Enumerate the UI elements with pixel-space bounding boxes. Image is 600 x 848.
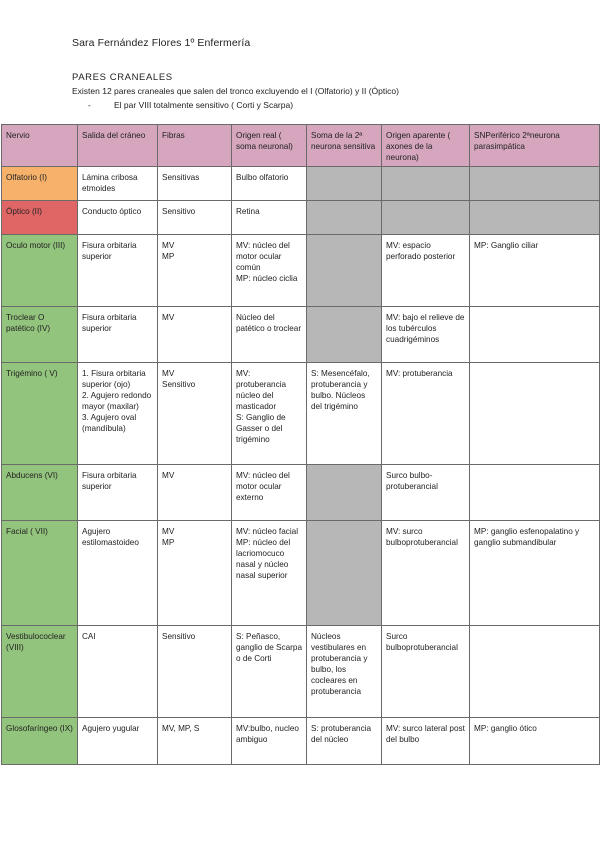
empty-cell (382, 201, 470, 235)
column-header: Nervio (2, 125, 78, 167)
table-cell: Retina (232, 201, 307, 235)
table-cell: MV: surco bulboprotuberancial (382, 521, 470, 626)
empty-cell (307, 465, 382, 521)
table-cell: Fisura orbitaria superior (78, 465, 158, 521)
table-cell: MV Sensitivo (158, 363, 232, 465)
nerve-name-cell: Trigémino ( V) (2, 363, 78, 465)
empty-cell (307, 307, 382, 363)
column-header: Soma de la 2ª neurona sensitiva (307, 125, 382, 167)
column-header: Origen aparente ( axones de la neurona) (382, 125, 470, 167)
column-header: Fibras (158, 125, 232, 167)
table-cell: Núcleos vestibulares en protuberancia y bulbo, los cocleares en protuberancia (307, 626, 382, 718)
table-cell: 1. Fisura orbitaria superior (ojo) 2. Agujero redondo mayor (maxilar) 3. Agujero oval (mandíbula) (78, 363, 158, 465)
table-cell: Núcleo del patético o troclear (232, 307, 307, 363)
table-cell: Sensitivo (158, 201, 232, 235)
table-header-row (2, 125, 600, 167)
nerve-name-cell: Óptico (II) (2, 201, 78, 235)
table-cell: Agujero yugular (78, 718, 158, 765)
table-row (2, 201, 600, 235)
empty-cell (307, 235, 382, 307)
table-cell: Lámina cribosa etmoides (78, 167, 158, 201)
table-cell: Surco bulbo-protuberancial (382, 465, 470, 521)
table-cell: Fisura orbitaria superior (78, 307, 158, 363)
nerve-name-cell: Abducens (VI) (2, 465, 78, 521)
table-cell: Surco bulboprotuberancial (382, 626, 470, 718)
bullet-text: El par VIII totalmente sensitivo ( Corti y Scarpa) (114, 100, 294, 110)
table-cell: Fisura orbitaria superior (78, 235, 158, 307)
nerve-name-cell: Oculo motor (III) (2, 235, 78, 307)
empty-cell (382, 167, 470, 201)
table-cell: MV: núcleo facial MP: núcleo del lacriomocuco nasal y núcleo nasal superior (232, 521, 307, 626)
table-cell: MV: núcleo del motor ocular común MP: núcleo ciclia (232, 235, 307, 307)
table-cell: MV: protuberancia (382, 363, 470, 465)
table-cell: MV MP (158, 521, 232, 626)
table-cell: S: Peñasco, ganglio de Scarpa o de Corti (232, 626, 307, 718)
empty-cell (470, 167, 600, 201)
table-cell: MV:bulbo, nucleo ambiguo (232, 718, 307, 765)
table-cell: MV (158, 465, 232, 521)
bullet-item (88, 100, 293, 110)
table-row (2, 235, 600, 307)
table-row (2, 626, 600, 718)
bullet-dash: - (88, 100, 91, 110)
table-cell: Bulbo olfatorio (232, 167, 307, 201)
cranial-nerves-table (1, 124, 600, 765)
table-cell (470, 307, 600, 363)
nerve-name-cell: Vestibulococlear (VIII) (2, 626, 78, 718)
table-cell: MV: surco lateral post del bulbo (382, 718, 470, 765)
table-cell: MV: núcleo del motor ocular externo (232, 465, 307, 521)
column-header: Origen real ( soma neuronal) (232, 125, 307, 167)
table-cell: CAI (78, 626, 158, 718)
table-cell: MV (158, 307, 232, 363)
empty-cell (307, 167, 382, 201)
document-title: PARES CRANEALES (72, 72, 173, 83)
empty-cell (307, 201, 382, 235)
table-cell: MV: espacio perforado posterior (382, 235, 470, 307)
table-row (2, 307, 600, 363)
column-header: Salida del cráneo (78, 125, 158, 167)
table-row (2, 167, 600, 201)
empty-cell (307, 521, 382, 626)
column-header: SNPeriférico 2ªneurona parasimpática (470, 125, 600, 167)
table-cell: MP: ganglio esfenopalatino y ganglio submandibular (470, 521, 600, 626)
intro-text: Existen 12 pares craneales que salen del tronco excluyendo el I (Olfatorio) y II (Óptico) (72, 86, 399, 96)
table-cell: MP: ganglio ótico (470, 718, 600, 765)
table-cell: Sensitivo (158, 626, 232, 718)
empty-cell (470, 201, 600, 235)
table-row (2, 465, 600, 521)
table-cell: MV: protuberancia núcleo del masticador S: Ganglio de Gasser o del trigémino (232, 363, 307, 465)
nerve-name-cell: Olfatorio (I) (2, 167, 78, 201)
table-cell: MP: Ganglio ciliar (470, 235, 600, 307)
nerve-name-cell: Troclear O patético (IV) (2, 307, 78, 363)
table-cell: Sensitivas (158, 167, 232, 201)
table-row (2, 718, 600, 765)
table-cell (470, 363, 600, 465)
table-cell: Conducto óptico (78, 201, 158, 235)
table-cell: S: protuberancia del núcleo (307, 718, 382, 765)
table-cell: Agujero estilomastoideo (78, 521, 158, 626)
nerve-name-cell: Facial ( VII) (2, 521, 78, 626)
table-cell: S: Mesencéfalo, protuberancia y bulbo. Núcleos del trigémino (307, 363, 382, 465)
table-cell (470, 465, 600, 521)
table-cell: MV, MP, S (158, 718, 232, 765)
table-row (2, 363, 600, 465)
table-cell: MV MP (158, 235, 232, 307)
table-cell (470, 626, 600, 718)
table-cell: MV: bajo el relieve de los tubérculos cuadrigéminos (382, 307, 470, 363)
nerve-name-cell: Glosofaríngeo (IX) (2, 718, 78, 765)
table-row (2, 521, 600, 626)
author-name: Sara Fernández Flores 1º Enfermería (72, 37, 251, 49)
